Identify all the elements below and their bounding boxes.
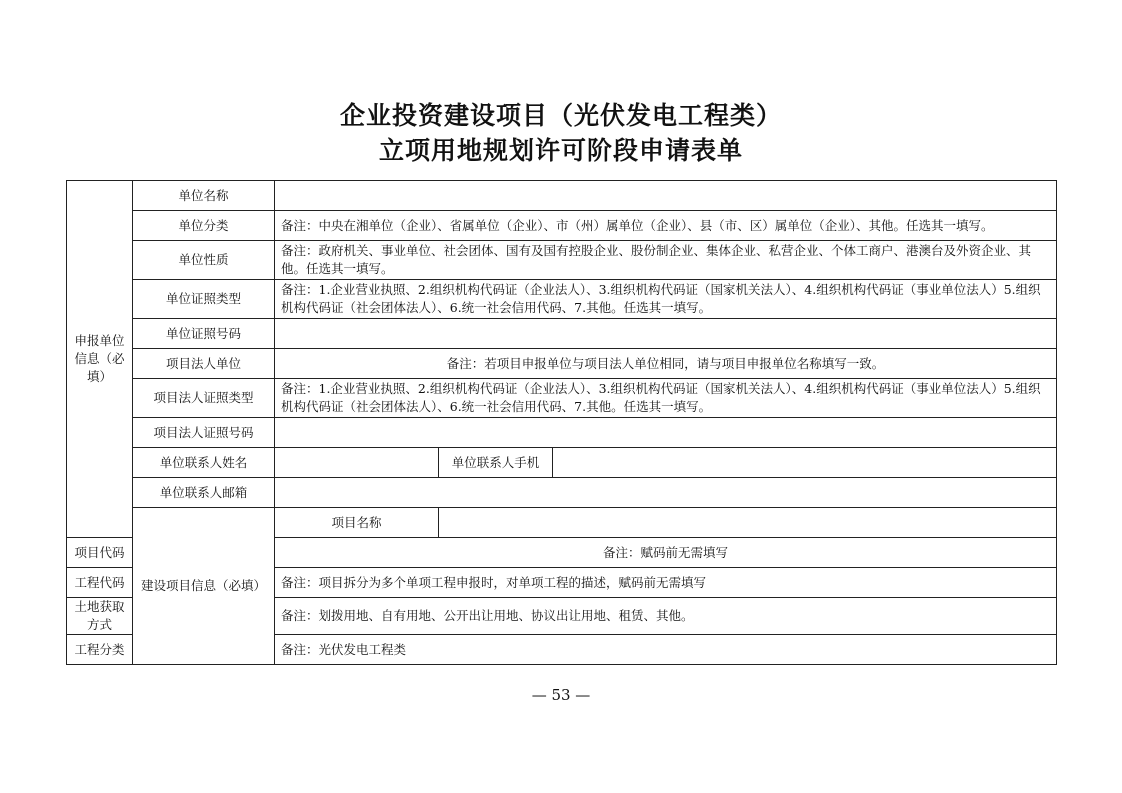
unit-cert-number-field[interactable] xyxy=(275,319,1057,349)
form-title-line-1: 企业投资建设项目（光伏发电工程类） xyxy=(339,101,782,130)
row-unit-cert-type xyxy=(67,280,1057,319)
label-project-name: 项目名称 xyxy=(275,508,439,538)
contact-email-field[interactable] xyxy=(275,478,1057,508)
label-contact-email: 单位联系人邮箱 xyxy=(133,478,275,508)
row-unit-name xyxy=(67,181,1057,211)
row-legal-unit xyxy=(67,349,1057,379)
label-legal-cert-type: 项目法人证照类型 xyxy=(133,379,275,418)
label-unit-nature: 单位性质 xyxy=(133,241,275,280)
row-unit-category xyxy=(67,211,1057,241)
label-unit-cert-type: 单位证照类型 xyxy=(133,280,275,319)
row-contact-name-phone xyxy=(67,448,1057,478)
contact-phone-field[interactable] xyxy=(553,448,1057,478)
row-legal-cert-type xyxy=(67,379,1057,418)
row-unit-nature xyxy=(67,241,1057,280)
legal-unit-field[interactable]: 备注：若项目申报单位与项目法人单位相同，请与项目申报单位名称填写一致。 xyxy=(275,349,1057,379)
legal-cert-number-field[interactable] xyxy=(275,418,1057,448)
label-project-code: 项目代码 xyxy=(67,538,133,568)
form-title-line-2: 立项用地规划许可阶段申请表单 xyxy=(378,136,743,165)
section-applicant-info: 申报单位信息（必填） xyxy=(67,181,133,538)
project-name-field[interactable] xyxy=(439,508,1057,538)
unit-name-field[interactable] xyxy=(275,181,1057,211)
unit-category-field[interactable]: 备注：中央在湘单位（企业）、省属单位（企业）、市（州）属单位（企业）、县（市、区）属单位（企业）、其他。任选其一填写。 xyxy=(275,211,1057,241)
label-unit-cert-number: 单位证照号码 xyxy=(133,319,275,349)
row-contact-email xyxy=(67,478,1057,508)
label-engineering-category: 工程分类 xyxy=(67,635,133,665)
engineering-code-field[interactable]: 备注：项目拆分为多个单项工程申报时，对单项工程的描述，赋码前无需填写 xyxy=(275,568,1057,598)
row-legal-cert-number xyxy=(67,418,1057,448)
page-number: — 53 — xyxy=(531,686,591,704)
project-code-field[interactable]: 备注：赋码前无需填写 xyxy=(275,538,1057,568)
label-contact-phone: 单位联系人手机 xyxy=(439,448,553,478)
legal-cert-type-field[interactable]: 备注：1.企业营业执照、2.组织机构代码证（企业法人）、3.组织机构代码证（国家机关法人）、4.组织机构代码证（事业单位法人）5.组织机构代码证（社会团体法人）、6.统一社会信用代码、7.其他。任选其一填写。 xyxy=(275,379,1057,418)
application-form-table xyxy=(66,180,1057,665)
unit-cert-type-field[interactable]: 备注：1.企业营业执照、2.组织机构代码证（企业法人）、3.组织机构代码证（国家机关法人）、4.组织机构代码证（事业单位法人）5.组织机构代码证（社会团体法人）、6.统一社会信用代码、7.其他。任选其一填写。 xyxy=(275,280,1057,319)
label-legal-cert-number: 项目法人证照号码 xyxy=(133,418,275,448)
label-unit-category: 单位分类 xyxy=(133,211,275,241)
label-engineering-code: 工程代码 xyxy=(67,568,133,598)
label-legal-unit: 项目法人单位 xyxy=(133,349,275,379)
section-project-info: 建设项目信息（必填） xyxy=(133,508,275,665)
label-unit-name: 单位名称 xyxy=(133,181,275,211)
land-method-field[interactable]: 备注：划拨用地、自有用地、公开出让用地、协议出让用地、租赁、其他。 xyxy=(275,598,1057,635)
engineering-category-field[interactable]: 备注：光伏发电工程类 xyxy=(275,635,1057,665)
contact-name-field[interactable] xyxy=(275,448,439,478)
unit-nature-field[interactable]: 备注：政府机关、事业单位、社会团体、国有及国有控股企业、股份制企业、集体企业、私营企业、个体工商户、港澳台及外资企业、其他。任选其一填写。 xyxy=(275,241,1057,280)
label-contact-name: 单位联系人姓名 xyxy=(133,448,275,478)
row-unit-cert-number xyxy=(67,319,1057,349)
row-project-name xyxy=(67,508,1057,538)
label-land-method: 土地获取方式 xyxy=(67,598,133,635)
